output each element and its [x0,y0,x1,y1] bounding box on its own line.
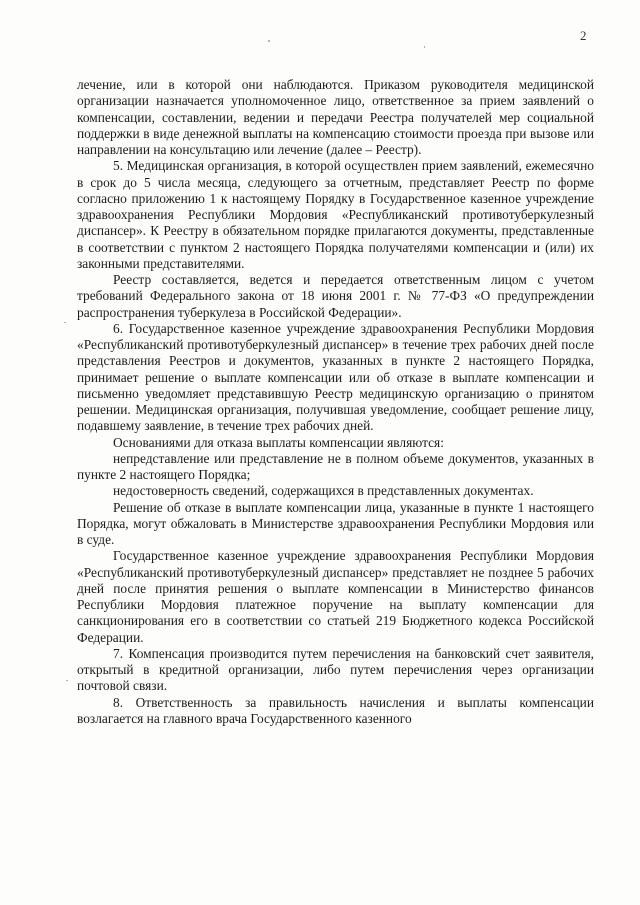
paragraph-item-6: 6. Государственное казенное учреждение здравоохранения Республики Мордовия «Республиканский противотуберкулезный диспансер» в течение трех рабочих дней после представления Реестров и документов, указанных в пункте 2 настоящего Порядка, принимает решение о выплате компенсации или об отказе в выплате компенсации и письменно уведомляет представившую Реестр медицинскую организацию о принятом решении. Медицинская организация, получившая уведомление, сообщает решение лицу, подавшему заявление, в течение трех рабочих дней. [77,320,594,434]
paragraph-refusal-ground-2: недостоверность сведений, содержащихся в представленных документах. [113,483,534,499]
paragraph-item-8: 8. Ответственность за правильность начисления и выплаты компенсации возлагается на главного врача Государственного казенного [77,694,594,726]
paragraph-item-7: 7. Компенсация производится путем перечисления на банковский счет заявителя, открытый в кредитной организации, либо путем перечисления через организации почтовой связи. [77,645,594,694]
paragraph-appeal: Решение об отказе в выплате компенсации лица, указанные в пункте 1 настоящего Порядка, могут обжаловать в Министерстве здравоохранения Республики Мордовия или в суде. [77,499,594,547]
scan-speck [268,40,270,42]
scan-speck [64,322,66,323]
paragraph-payment-order: Государственное казенное учреждение здравоохранения Республики Мордовия «Республиканский противотуберкулезный диспансер» представляет не позднее 5 рабочих дней после принятия решения о выплате компенсации в Министерство финансов Республики Мордовия платежное поручение на выплату компенсации для санкционирования его в соответствии со статьей 219 Бюджетного кодекса Российской Федерации. [77,548,594,645]
page-number: 2 [580,28,587,43]
document-body [77,77,594,727]
scan-speck [66,680,68,681]
paragraph-refusal-ground-1: непредставление или представление не в полном объеме документов, указанных в пункте 2 настоящего Порядка; [77,450,594,482]
paragraph-continuation: лечение, или в которой они наблюдаются. Приказом руководителя медицинской организации назначается уполномоченное лицо, ответственное за прием заявлений о компенсации, составлении, ведении и передачи Реестра получателей мер социальной поддержки в виде денежной выплаты на компенсацию стоимости проезда при вызове или направлении на консультацию или лечение (далее – Реестр). [77,77,594,157]
paragraph-refusal-grounds-heading: Основаниями для отказа выплаты компенсации являются: [113,434,444,450]
scan-speck [424,46,425,48]
paragraph-item-5: 5. Медицинская организация, в которой осуществлен прием заявлений, ежемесячно в срок до 5 числа месяца, следующего за отчетным, представляет Реестр по форме согласно приложению 1 к настоящему Порядку в Государственное казенное учреждение здравоохранения Республики Мордовия «Республиканский противотуберкулезный диспансер». К Реестру в обязательном порядке прилагаются документы, представленные в соответствии с пунктом 2 настоящего Порядка получателями компенсации и (или) их законными представителями. [77,158,594,271]
paragraph-registry-requirements: Реестр составляется, ведется и передается ответственным лицом с учетом требований Федерального закона от 18 июня 2001 г. № 77-ФЗ «О предупреждении распространения туберкулеза в Российской Федерации». [77,272,594,320]
